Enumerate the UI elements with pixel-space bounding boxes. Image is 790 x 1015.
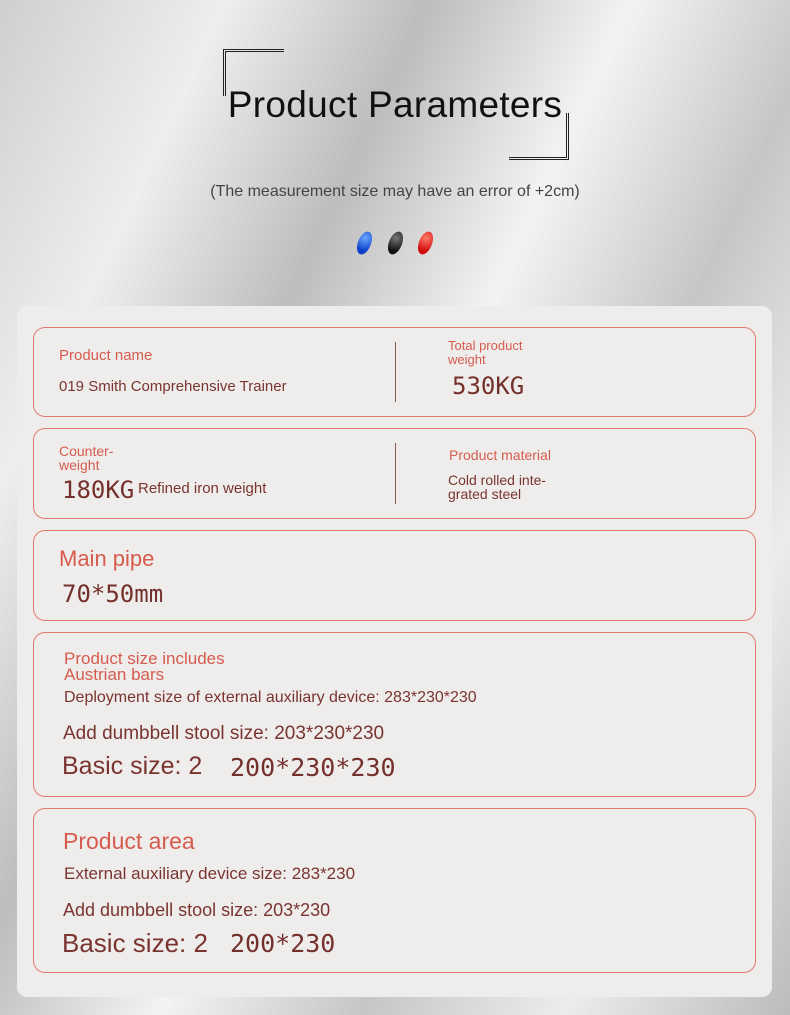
basic-area-prefix: Basic size: 2 (62, 928, 208, 958)
dumbbell-stool-area-text: Add dumbbell stool size: 203*230 (63, 900, 331, 920)
red-color-dot (415, 229, 436, 256)
total-weight-value: 530KG (452, 372, 525, 400)
black-color-dot (385, 229, 406, 256)
page-title: Product Parameters (227, 84, 563, 125)
main-pipe-label: Main pipe (59, 546, 155, 571)
basic-size-value: 200*230*230 (230, 753, 396, 782)
basic-area-value: 200*230 (230, 929, 336, 958)
product-name-value: 019 Smith Comprehensive Trainer (59, 378, 287, 395)
card-divider (395, 443, 396, 504)
material-value-line1: Cold rolled inte- (448, 472, 547, 488)
material-label: Product material (449, 447, 551, 463)
total-weight-label-line2: weight (448, 352, 486, 367)
product-size-label-line1: Product size includes (64, 649, 225, 668)
external-device-size-text: External auxiliary device size: 283*230 (64, 864, 356, 883)
measurement-note: (The measurement size may have an error of +2cm) (210, 183, 580, 200)
counterweight-label-line1: Counter- (59, 443, 114, 459)
product-area-label: Product area (63, 828, 195, 854)
basic-size-prefix: Basic size: 2 (62, 752, 203, 780)
total-weight-label-line1: Total product (448, 338, 523, 353)
product-size-label-line2: Austrian bars (64, 665, 165, 684)
dumbbell-stool-size-text: Add dumbbell stool size: 203*230*230 (63, 723, 385, 744)
deployment-size-text: Deployment size of external auxiliary device: 283*230*230 (64, 689, 477, 706)
counterweight-note: Refined iron weight (138, 480, 267, 497)
color-dots (357, 231, 437, 257)
card-divider (395, 342, 396, 402)
counterweight-label-line2: weight (59, 457, 100, 473)
material-value-line2: grated steel (448, 486, 522, 502)
product-name-label: Product name (59, 347, 153, 364)
counterweight-value: 180KG (62, 476, 135, 504)
main-pipe-value: 70*50mm (62, 580, 164, 608)
blue-color-dot (354, 229, 375, 256)
